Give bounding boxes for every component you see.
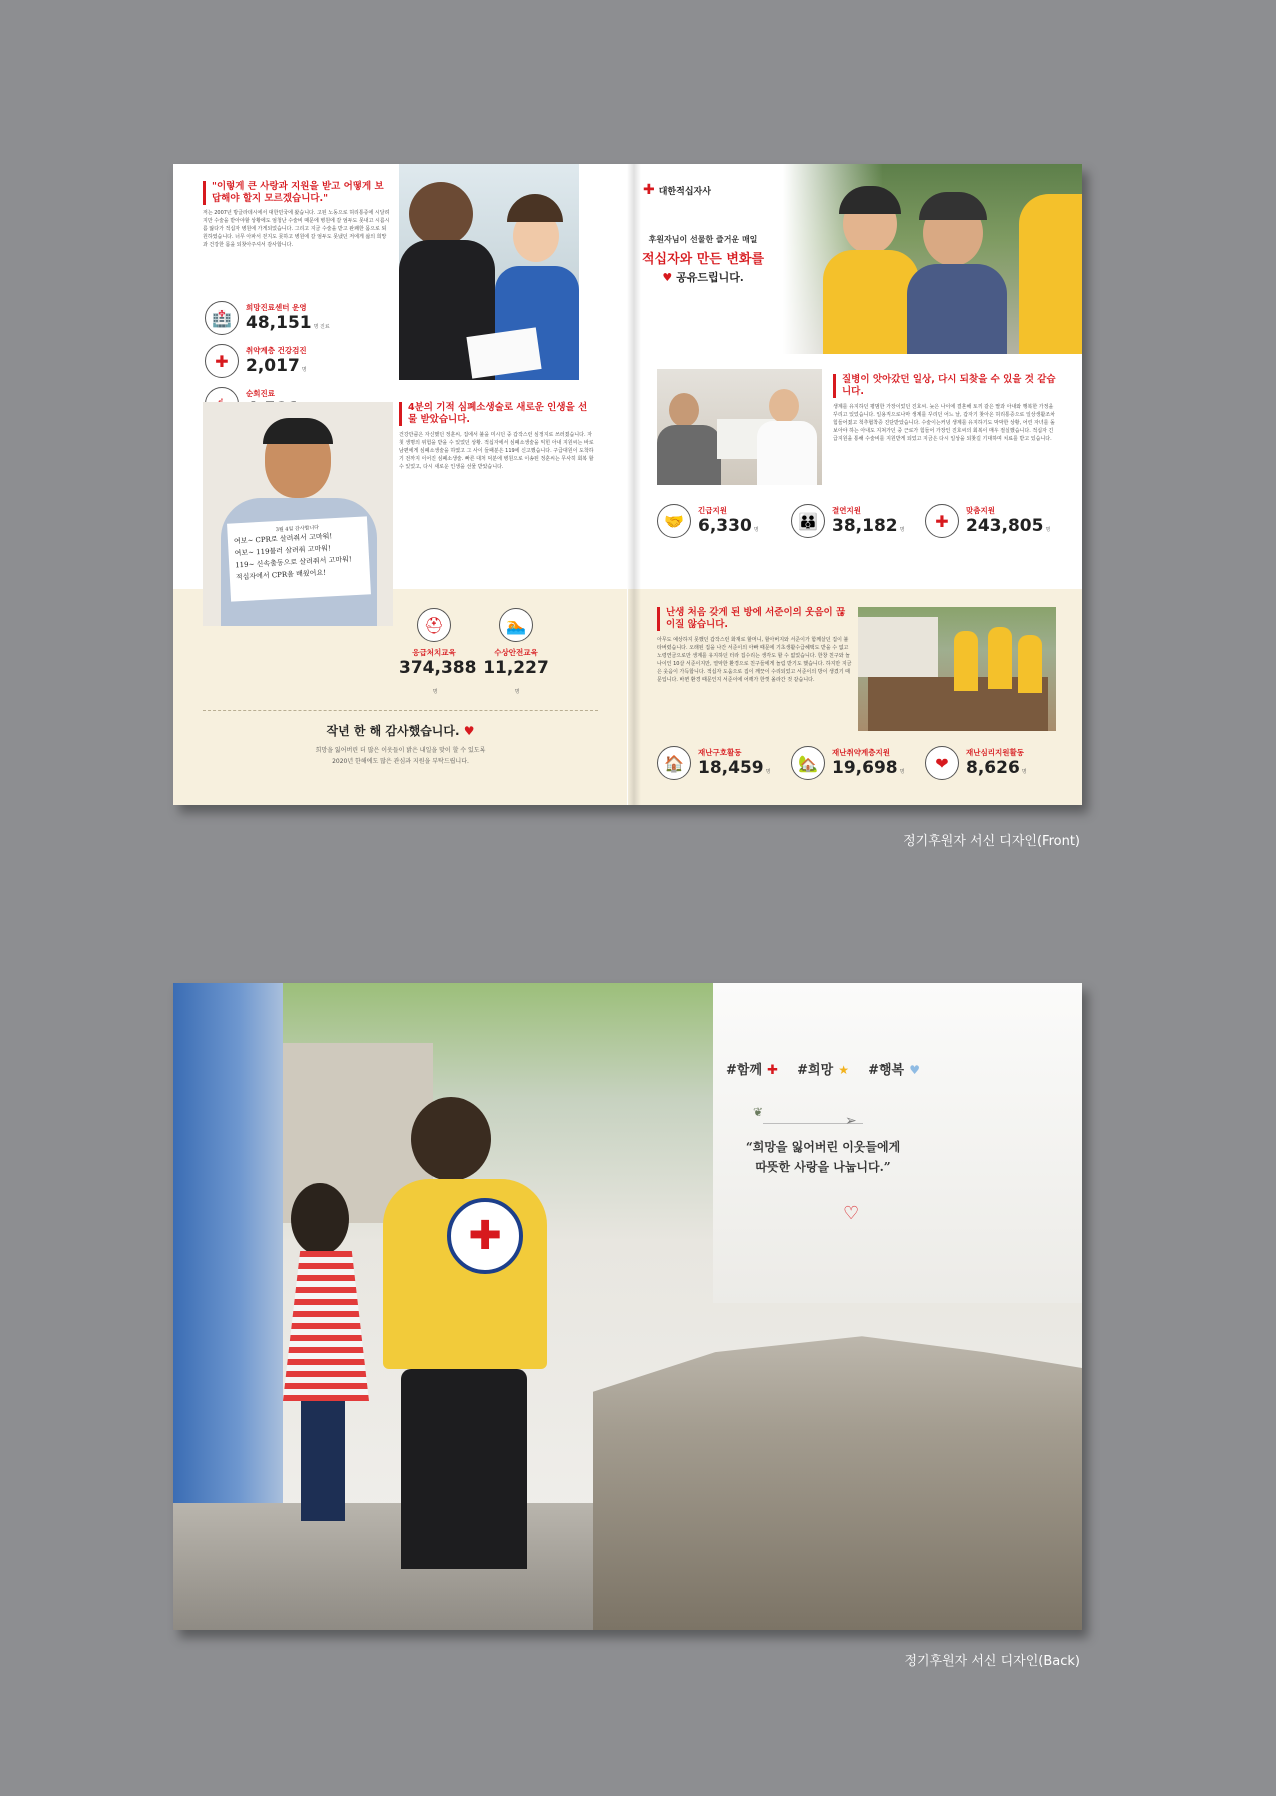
stat-value: 18,459	[698, 758, 764, 778]
story3-title: 질병이 앗아갔던 일상, 다시 되찾을 수 있을 것 같습니다.	[833, 374, 1058, 398]
stat-unit: 명	[765, 769, 771, 775]
tagline-line3-wrap	[633, 269, 773, 285]
stat-label: 맞춤지원	[966, 506, 995, 515]
stat-unit: 명	[899, 769, 905, 775]
back-spread	[173, 983, 1082, 1630]
front-caption: 정기후원자 서신 디자인(Front)	[903, 834, 1080, 849]
stat-unit: 명	[1045, 527, 1051, 533]
photo-patient-volunteer	[657, 369, 822, 485]
front-spread	[173, 164, 1082, 805]
red-cross-emblem-icon: ✚	[447, 1198, 523, 1274]
stat-sponsorship	[791, 504, 904, 538]
stat-custom-support	[925, 504, 1050, 538]
stat-value: 48,151	[246, 313, 312, 333]
stat-value: 243,805	[966, 516, 1044, 536]
stat-value: 2,017	[246, 356, 300, 376]
emergency-support-icon: 🤝	[657, 504, 691, 538]
stat-label: 재난취약계층지원	[832, 748, 890, 757]
quote-line1: “희망을 잃어버린 이웃들에게	[745, 1140, 901, 1154]
heart-icon: ♥	[909, 1063, 920, 1077]
stat-value: 8,626	[966, 758, 1020, 778]
hashtag-row	[673, 1059, 973, 1078]
divider	[203, 710, 598, 711]
photo-doctor-patient	[399, 164, 579, 380]
red-cross-icon: ✚	[643, 182, 655, 198]
tagline	[633, 234, 773, 285]
stat-unit: 명	[301, 367, 307, 373]
stat-label: 취약계층 건강검진	[246, 346, 307, 355]
water-safety-icon: 🏊	[499, 608, 533, 642]
quote-line2: 따뜻한 사랑을 나눕니다.”	[755, 1160, 891, 1174]
hospital-icon: 🏥	[205, 301, 239, 335]
stat-unit: 명	[432, 689, 438, 695]
thanks-line: 2020년 한해에도 많은 관심과 지원을 부탁드립니다.	[332, 758, 469, 765]
story4	[657, 607, 852, 684]
story3-body: 생계를 유지하던 평범한 가장이었던 진호씨. 늦은 나이에 결혼해 토끼 같은 딸과 아내와 행복한 가정을 꾸리고 있었습니다. 일용직으로나마 생계를 꾸리던 어느 날, 갑자기 찾아온 허리통증으로 일상생활조차 힘들어졌고 척추협착증 진단받았습니다. 수술이는커녕 생계를 유지하기도 막막한 상황, 어린 자녀를 돌보아야 하는 아내도 지쳐가던 중 근로가 힘들어 가장인 진호씨의 회복이 매우 절실했습니다. 적십자 긴급지원을 통해 수술비를 지원받게 되었고 지금은 다시 일상을 되찾길 기대하며 치료를 받고 있습니다.	[833, 404, 1055, 442]
stat-value: 6,330	[698, 516, 752, 536]
sprout-icon: ❦	[753, 1105, 764, 1119]
stat-psychological-support	[925, 746, 1027, 780]
note-line: 119~ 신속출동으로 살려줘서 고마워!	[235, 555, 352, 570]
stat-label: 결연지원	[832, 506, 861, 515]
photo-volunteers-grandmother	[783, 164, 1082, 354]
psychological-support-icon: ❤	[925, 746, 959, 780]
hashtag-happiness: #행복	[868, 1063, 905, 1078]
stat-unit: 명	[753, 527, 759, 533]
stat-water-safety	[481, 608, 551, 697]
stat-first-aid	[399, 608, 477, 697]
hashtag-together: #함께	[726, 1063, 763, 1078]
stat-unit: 명	[514, 689, 520, 695]
note-line: 여보~ 119불러 살려줘 고마워!	[234, 544, 332, 558]
stat-value: 38,182	[832, 516, 898, 536]
stat-unit: 명	[899, 527, 905, 533]
note-line: 여보~ CPR로 살려줘서 고마워!	[233, 532, 333, 546]
photo-house-repair	[858, 607, 1056, 731]
stat-hope-clinic	[205, 301, 330, 335]
stat-label: 수상안전교육	[494, 648, 538, 657]
story2-title: 4분의 기적 심폐소생술로 새로운 인생을 선물 받았습니다.	[399, 402, 594, 426]
back-caption: 정기후원자 서신 디자인(Back)	[904, 1654, 1080, 1669]
custom-support-icon: ✚	[925, 504, 959, 538]
story4-title: 난생 처음 갖게 된 방에 서준이의 웃음이 끊이질 않습니다.	[657, 607, 852, 631]
vulnerable-support-icon: 🏡	[791, 746, 825, 780]
brand-name: 대한적십자사	[658, 186, 711, 197]
stat-label: 순회진료	[246, 389, 275, 398]
note-header: 3월 4일 감사합니다	[275, 524, 320, 534]
disaster-relief-icon: 🏠	[657, 746, 691, 780]
stat-value: 374,388	[399, 658, 477, 678]
stat-label: 희망진료센터 운영	[246, 303, 307, 312]
hashtag-hope: #희망	[797, 1063, 834, 1078]
story1-body: 저는 2007년 방글라데시에서 대한민국에 왔습니다. 고된 노동으로 허리통증에 시달려지만 수술을 받아야할 상황에도 엄청난 수술비 때문에 병원에 갈 엄두도 못내고 시름시름 앓다가 적십자 병원에 가게되었습니다. 그리고 지금 수술을 받고 완쾌한 몸으로 퇴원하였습니다. 너무 아파서 걷지도 못하고 병원에 갈 엄두도 못냈던 저에게 삶의 희망과 건강한 몸을 되찾아주셔서 감사합니다.	[203, 210, 390, 248]
story2-body: 건강만큼은 자신했던 정훈씨, 집에서 불을 미시던 중 갑작스런 심정지로 쓰러졌습니다. 자칫 생명의 위험을 받을 수 있었던 상황. 적십자에서 심폐소생술을 익힌 아내 지원씨는 바로 남편에게 심폐소생술을 하였고 그 사이 들패분은 119에 신고했습니다. 구급대원이 도착하기 전까지 이어진 심폐소생술. 빠른 대처 덕분에 병원으로 이송된 정훈씨는 무사히 회복 할 수 있었고, 다시 새로운 인생을 선물 받았습니다.	[399, 432, 594, 470]
tagline-line1: 후원자님이 선물한 즐거운 매일	[648, 235, 758, 244]
red-cross-icon: ✚	[767, 1063, 779, 1078]
heart-icon: ♥	[662, 271, 673, 284]
tagline-line2: 적십자와 만든 변화를	[641, 252, 765, 267]
stat-label: 재난구호활동	[698, 748, 742, 757]
stat-value: 19,698	[832, 758, 898, 778]
thanks-block	[203, 722, 598, 765]
story1	[203, 181, 391, 249]
story4-body: 아무도 예상하지 못했던 갑작스런 화재로 할머니, 할아버지와 서준이가 함께살던 집이 불타버렸습니다. 오래된 집을 나간 서준이의 아빠 때문에 기초생활수급혜택도 받을 수 없고 노령연금으로만 생계를 유지하던 터라 집수리는 생각도 할 수 없었습니다. 한창 친구와 놀 나이인 10살 서준이지만, 열악한 환경으로 친구들에게 놀림 받기도 했습니다. 하지만 지금은 웃음이 가득합니다. 적십자 도움으로 집이 깨끗이 수리되었고 서준이의 방이 생겼기 때문입니다. 바뀐 환경 때문인지 서준이에 어깨가 한껏 올라간 것 같습니다.	[657, 637, 852, 683]
stat-emergency-support	[657, 504, 759, 538]
note-line: 적십자에서 CPR을 배웠어요!	[235, 568, 327, 582]
photo-alley-walk	[173, 983, 1082, 1630]
story3	[833, 374, 1058, 443]
stat-health-check	[205, 344, 307, 378]
stat-label: 긴급지원	[698, 506, 727, 515]
back-quote	[673, 1137, 973, 1177]
brand-logo	[643, 182, 711, 198]
stat-unit: 명 진료	[313, 324, 330, 330]
paper-plane-icon: ➢	[845, 1113, 857, 1129]
stat-vulnerable-support	[791, 746, 904, 780]
stat-label: 응급처치교육	[412, 648, 456, 657]
tagline-line3: 공유드립니다.	[676, 271, 744, 284]
story2	[399, 402, 594, 471]
first-aid-icon: ⛑	[417, 608, 451, 642]
story1-title: "이렇게 큰 사랑과 지원을 받고 어떻게 보답해야 할지 모르겠습니다."	[203, 181, 391, 205]
star-icon: ★	[838, 1063, 849, 1077]
stat-label: 재난심리지원활동	[966, 748, 1024, 757]
stat-unit: 명	[1021, 769, 1027, 775]
heart-icon: ♥	[463, 724, 475, 738]
sponsorship-icon: 👪	[791, 504, 825, 538]
heart-outline-icon: ♡	[843, 1203, 860, 1224]
stat-disaster-relief	[657, 746, 770, 780]
stat-value: 11,227	[483, 658, 549, 678]
thanks-title: 작년 한 해 감사했습니다. ♥	[326, 724, 475, 738]
health-check-icon: ✚	[205, 344, 239, 378]
thanks-line: 희망을 잃어버린 더 많은 이웃들이 밝은 내일을 맞이 할 수 있도록	[315, 747, 486, 754]
handwritten-note	[227, 516, 371, 601]
photo-man-with-note	[203, 402, 393, 626]
